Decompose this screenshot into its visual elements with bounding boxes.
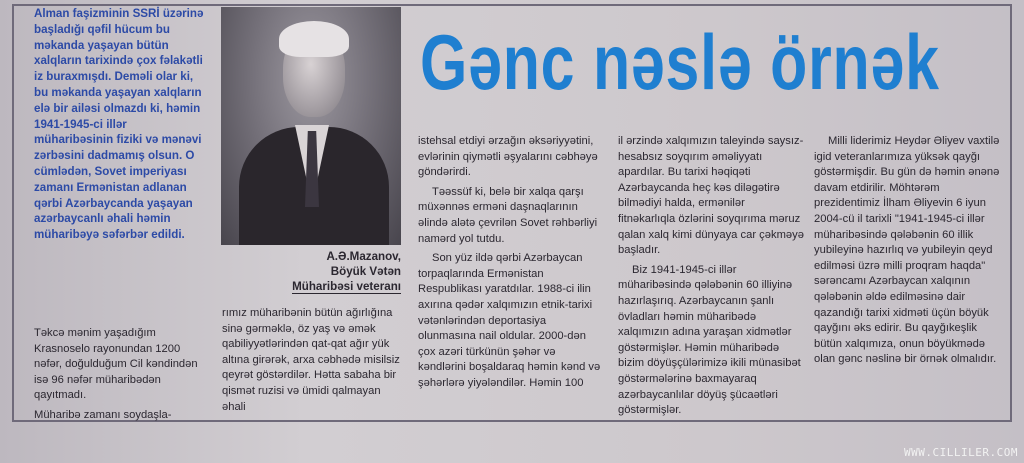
caption-line-3: Müharibəsi veteranı — [292, 279, 401, 293]
column-4 — [618, 134, 804, 423]
column-4-paragraph-1: il ərzində xalqımızın taleyində saysız-hesabsız soyqırım əməliyyatı apardılar. Bu tarixi həqiqəti Azərbaycanda heç kəs diləgətirə bilmədiyi halda, ermənilər fitnəkarlıqla özlərini soyqırıma məruz qalan xalq kimi dünyaya car çəkməyə başladır. — [618, 135, 804, 257]
lead-column — [34, 6, 204, 247]
column-2-paragraph: rımız müharibənin bütün ağırlığına sinə gərməklə, öz yaş və əmək qabiliyyətlərindən qat-qat ağır yük altına girərək, arxa cəbhədə misilsiz qeyrət göstərdilər. Hətta sabaha bir qismət ruzisi və ümidi qalmayan əhali — [222, 307, 400, 413]
column-3-paragraph-1: istehsal etdiyi ərzağın əksəriyyətini, evlərinin qiymətli əşyalarını cəbhəyə göndərirdi. — [418, 135, 598, 179]
hair-shape — [279, 21, 349, 57]
lead-paragraph: Alman faşizminin SSRİ üzərinə başladığı qəfil hücum bu məkanda yaşayan bütün xalqların tarixində çox fəlakətli iz buraxmışdı. Deməli olar ki, bu məkanda yaşayan xalqların elə bir ailəsi olmazdı ki, həmin 1941-1945-ci illər müharibəsinin fiziki və mənəvi zərbəsini dadmamış olsun. O cümlədən, Sovet imperiyası zamanı Ermənistan adlanan qərbi Azərbaycanda yaşayan azərbaycanlı əhali həmin müharibəyə səfərbər edildi. — [34, 7, 204, 242]
column-3-paragraph-3: Son yüz ildə qərbi Azərbaycan torpaqlarında Ermənistan Respublikası yaratdılar. 1988-ci ilin axırına qədər xalqımızın etnik-tarixi vətənlərindən deportasiya olunmasına nail oldular. 2000-dən çox azəri türkünün şəhər və kəndlərini boşaldaraq həmin kənd və şəhərlərə yiyələndilər. Həmin 100 — [418, 252, 601, 389]
column-1-paragraph-2: Müharibə zamanı soydaşla- — [34, 408, 172, 421]
column-4-paragraph-2: Biz 1941-1945-ci illər müharibəsində qələbənin 60 illiyinə hazırlaşırıq. Azərbaycanın şanlı övladları həmin müharibədə xalqımızın adına yaraşan xidmətlər göstərmişlər. Həmin müharibədə bizim döyüşçülərimizə ikili münasibət göstərmələrinə baxmayaraq azərbaycanlılar döyüş şücaətləri göstərmişlər. — [618, 263, 801, 417]
column-3 — [418, 134, 602, 396]
column-1 — [34, 326, 209, 428]
caption-line-2: Böyük Vətən — [330, 264, 401, 278]
column-3-paragraph-2: Təəssüf ki, belə bir xalqa qarşı müxənnəs erməni daşnaqlarının əlində alətə çevrilən Sovet rəhbərliyi namərd yol tutdu. — [418, 185, 598, 245]
caption-name: A.Ə.Mazanov, — [326, 250, 401, 263]
column-2 — [222, 306, 404, 419]
column-1-paragraph-1: Təkcə mənim yaşadığım Krasnoselo rayonundan 1200 nəfər, doğulduğum Cil kəndindən isə 96 nəfər müharibədən qayıtmadı. — [34, 327, 198, 402]
column-5-paragraph: Milli liderimiz Heydər Əliyev vaxtilə igid veteranlarımıza yüksək qayğı göstərmişdir. Bu gün də həmin ənənə davam etdirilir. Möhtərəm prezidentimiz İlham Əliyevin 6 iyun 2004-cü il tarixli "1941-1945-ci illər müharibəsində qələbənin 60 illik yubileyinə hazırlıq və yubileyin qeyd edilməsi üzrə milli proqram haqda" sərəncamı Azərbaycan xalqının qələbənin əldə edilməsinə dair qazandığı tarixi xidməti üçün böyük qayğını əks edirir. Bu qayğıkeşlik bütün xalqımıza, onun böyükmədə olan gənc nəslinə bir örnək olmalıdır. — [814, 135, 1000, 366]
site-watermark: WWW.CILLILER.COM — [904, 446, 1018, 459]
column-5 — [814, 134, 1000, 372]
portrait-photo — [221, 7, 401, 245]
headline: Gənc nəslə örnək — [420, 18, 940, 106]
photo-caption — [221, 250, 401, 294]
